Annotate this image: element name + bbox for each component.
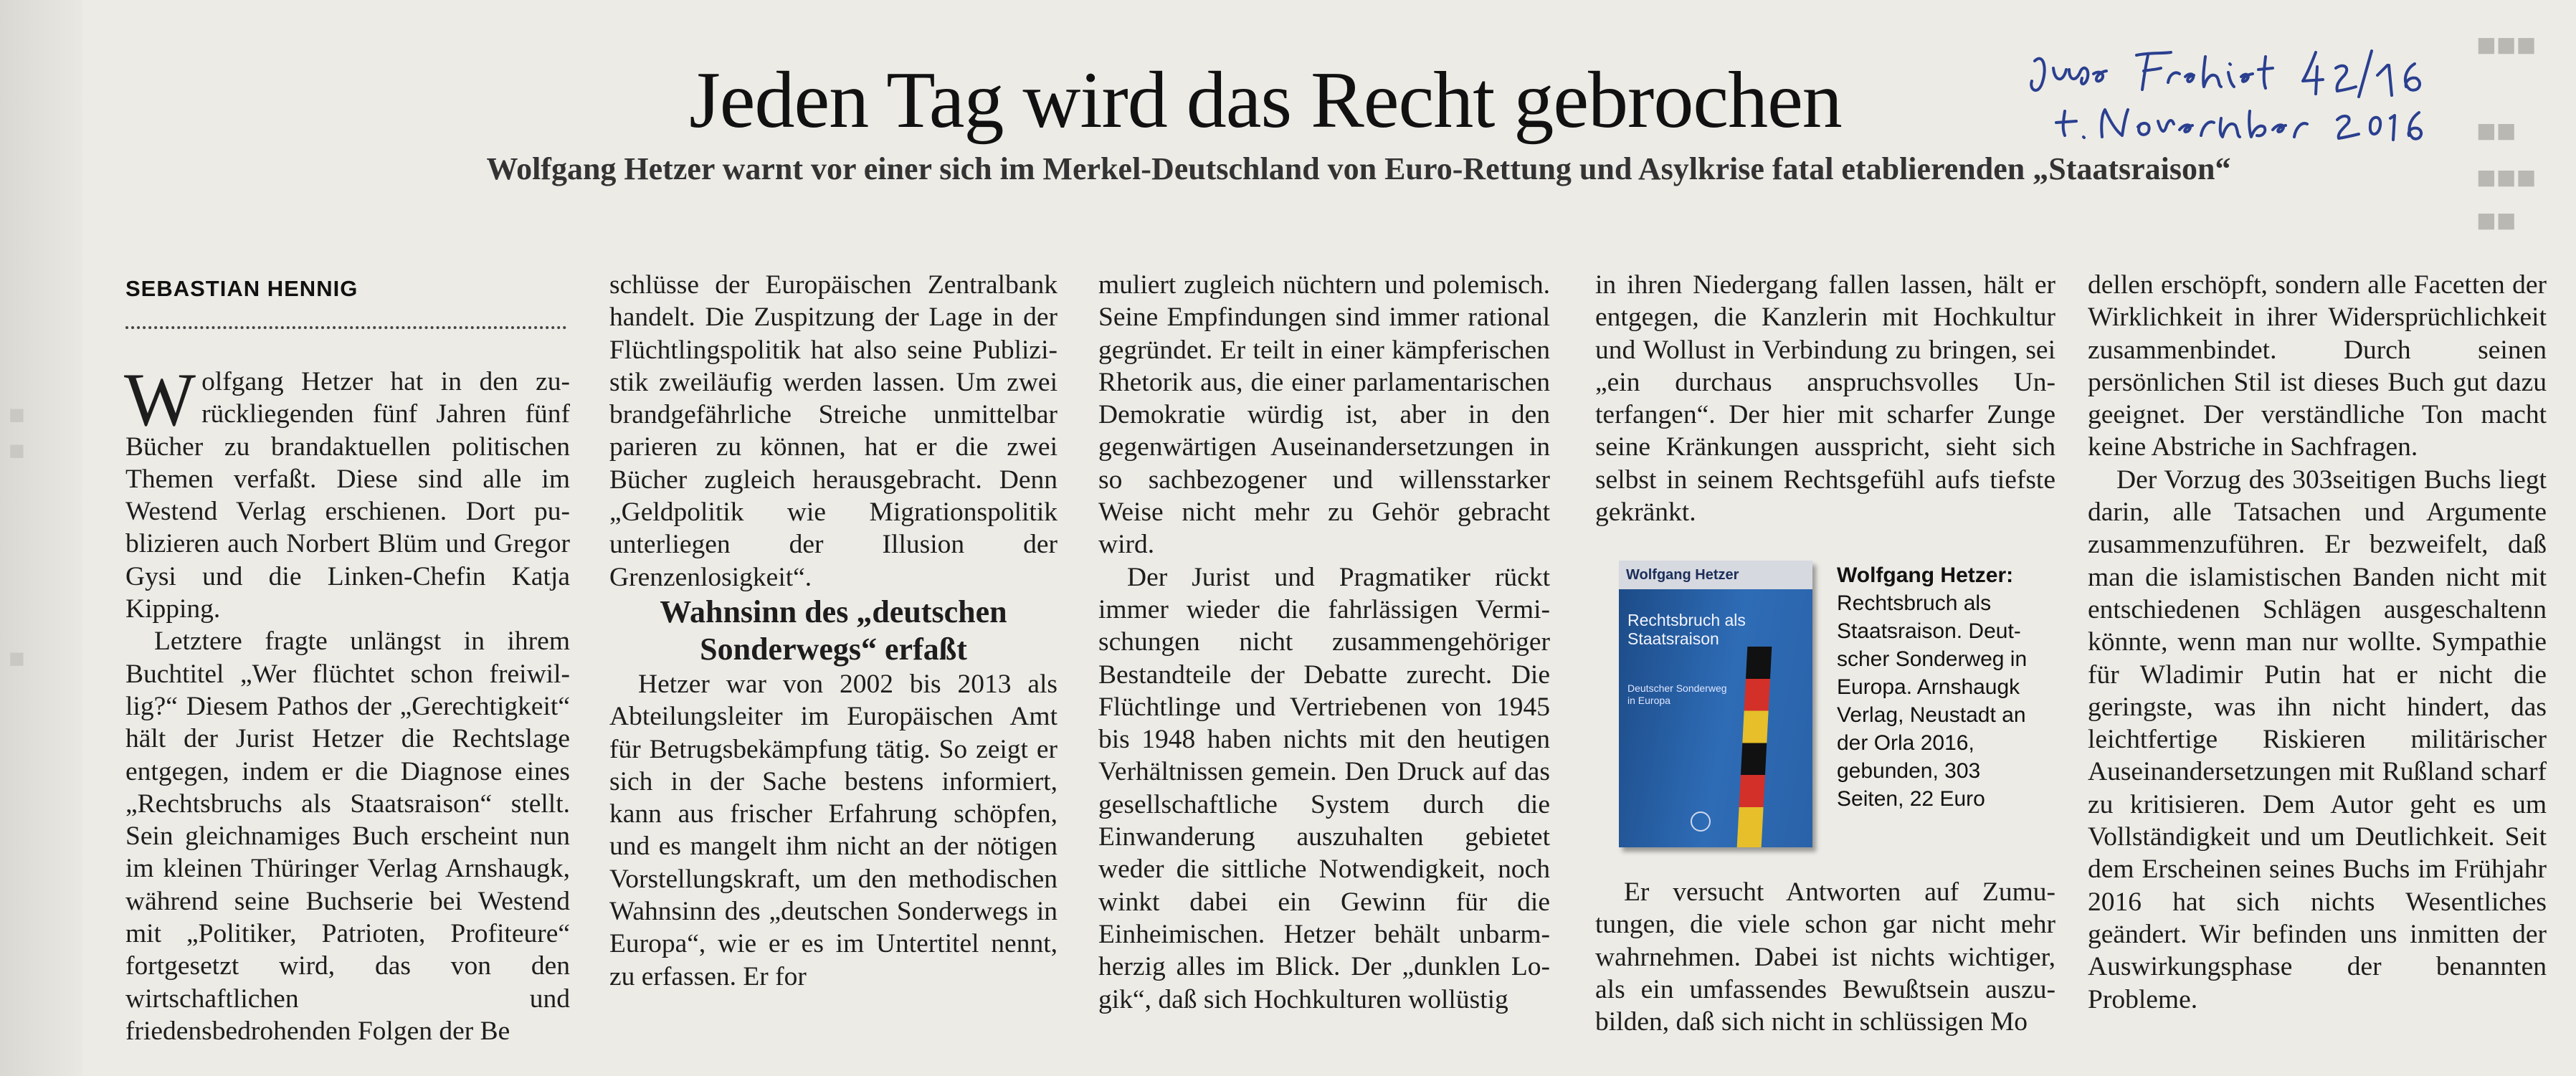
adjacent-clipping-left: ■ ■ ■ <box>0 0 82 1076</box>
column-4 <box>1595 269 2055 528</box>
paragraph: Der Vorzug des 303seitigen Buchs liegt darin, alle Tatsachen und Argumente zusammenzuführen. Er bezweifelt, daß man die islamistischen Banden nicht mit entschiedenen Schlägen ausgeschaltenn könnte, wenn man nur wollte. Sympathie für Wladimir Putin hat er nicht die geringste, was ihn nicht hindert, das leichtfertige Riskieren militärischer Auseinandersetzungen mit Rußland scharf zu kritisieren. Dem Autor geht es um Vollständigkeit und um Deutlichkeit. Seit dem Erscheinen seines Buchs im Frühjahr 2016 hat sich nichts Wesentliches geändert. Wir befinden uns inmitten der Auswirkungsphase der benannten Probleme. <box>2088 465 2547 1014</box>
drop-cap: W <box>124 358 196 442</box>
border-post-graphic <box>1737 647 1772 847</box>
section-subhead: Wahnsinn des „deutschen Sonderwegs“ erfaßt <box>660 594 1007 667</box>
adjacent-clipping-right: ■■■ ■■ ■■■ ■■ <box>2476 27 2537 239</box>
book-cover-image <box>1619 561 1812 847</box>
caption-author: Wolfgang Hetzer: <box>1837 563 2014 587</box>
book-cover-title: Rechtsbruch als Staatsraison <box>1627 611 1746 648</box>
byline-divider <box>125 326 566 329</box>
byline: SEBASTIAN HENNIG <box>125 276 358 301</box>
paragraph: schlüsse der Europäischen Zentralbank handelt. Die Zuspitzung der Lage in der Flüchtlingspolitik hat also seine Publizistik zweiläufig werden lassen. Um zwei brandgefährliche Streiche unmittelbar parieren zu können, hat er die zwei Bücher zugleich herausgebracht. Denn „Geldpolitik wie Migrationspolitik unterliegen der Illusion der Grenzenlosigkeit“. <box>609 270 1058 592</box>
book-cover-author: Wolfgang Hetzer <box>1619 561 1812 589</box>
handwriting-signature <box>2022 39 2459 154</box>
publisher-logo-icon <box>1691 811 1711 832</box>
column-4-continued <box>1595 876 2055 1038</box>
paragraph: Hetzer war von 2002 bis 2013 als Abteilungsleiter im Europäischen Amt für Betrugsbekämpfung tätig. So zeigt er sich in der Sache bestens informiert, kann aus frischer Erfahrung schöpfen, und es mangelt ihm nicht an der nötigen Vorstellungskraft, um den methodischen Wahnsinn des „deutschen Sonderwegs in Europa“, wie er es im Untertitel nennt, zu erfassen. Er for <box>609 669 1058 991</box>
subheadline: Wolfgang Hetzer warnt vor einer sich im Merkel-Deutschland von Euro-Rettung und Asylkrise fatal etablierenden „Staatsraison“ <box>486 151 2231 186</box>
column-1 <box>124 358 570 1047</box>
paragraph: muliert zugleich nüchtern und polemisch. Seine Empfindungen sind immer rational gegründet. Er teilt in einer kämpferischen Rhetorik aus, die einer parlamentarischen Demokratie würdig ist, aber in den gegenwärtigen Auseinandersetzungen in so sachbezogener und willensstarker Weise nicht mehr zu Gehör gebracht wird. <box>1098 270 1550 560</box>
caption-text: Rechtsbruch als Staatsraison. Deutscher Sonderweg in Europa. Arnshaugk Verlag, Neustadt an der Orla 2016, gebunden, 303 Seiten, 22 Euro <box>1837 591 2028 811</box>
paragraph: Wolfgang Hetzer hat in den zurückliegenden fünf Jahren fünf Bücher zu brandaktuellen politischen Themen verfaßt. Diese sind alle im Westend Verlag erschienen. Dort publizieren auch Norbert Blüm und Gregor Gysi und die Linken-Chefin Katja Kipping. <box>124 358 570 624</box>
paragraph: Der Jurist und Pragmatiker rückt immer wieder die fahrlässigen Vermischungen nicht zusammengehöriger Bestandteile der Debatte zurecht. Die Flüchtlinge und Vertriebenen von 1945 bis 1948 haben nichts mit den heutigen Verhältnissen gemein. Den Druck auf das gesellschaftliche System durch die Einwanderung auszuhalten gebietet weder die sittliche Notwendigkeit, noch winkt dabei ein Gewinn für die Einheimischen. Hetzer behält unbarmherzig alles im Blick. Der „dunklen Logik“, daß sich Hochkulturen wollüstig <box>1098 562 1550 1014</box>
paragraph: Er versucht Antworten auf Zumutungen, die viele schon gar nicht mehr wahrnehmen. Dabei ist nichts wichtiger, als ein umfassendes Bewußtsein auszubilden, daß sich nicht in schlüssigen Mo <box>1595 877 2055 1037</box>
paragraph: dellen erschöpft, sondern alle Facetten der Wirklichkeit in ihrer Widersprüchlichkeit zusammenbindet. Durch seinen persönlichen Stil ist dieses Buch gut dazu geeignet. Der verständliche Ton macht keine Abstriche in Sachfragen. <box>2088 270 2547 462</box>
book-info-caption <box>1837 561 2052 813</box>
paragraph: in ihren Niedergang fallen lassen, hält er entgegen, die Kanzlerin mit Hochkultur und Wollust in Verbindung zu bringen, sei „ein durchaus anspruchsvolles Unterfangen“. Der hier mit scharfer Zunge seine Kränkungen ausspricht, sieht sich selbst in seinem Rechtsgefühl aufs tiefste gekränkt. <box>1595 270 2055 528</box>
handwritten-source-note <box>2022 39 2459 154</box>
headline: Jeden Tag wird das Recht gebrochen <box>689 56 1842 145</box>
column-3 <box>1098 269 1550 1016</box>
column-5 <box>2088 269 2547 1016</box>
column-2 <box>609 269 1058 993</box>
paragraph: Letztere fragte unlängst in ihrem Buchtitel „Wer flüchtet schon freiwillig?“ Diesem Pathos der „Gerechtigkeit“ hält der Jurist Hetzer die Rechtslage entgegen, indem er die Diagnose eines „Rechtsbruchs als Staatsraison“ stellt. Sein gleichnamiges Buch erscheint nun im kleinen Thüringer Verlag Arnshaugk, während seine Buchserie bei Westend mit „Politiker, Patrioten, Profiteure“ fortgesetzt wird, das von den wirtschaftlichen und friedensbedrohenden Folgen der Be <box>125 627 570 1046</box>
book-cover-subtitle: Deutscher Sonderweg in Europa <box>1627 682 1727 706</box>
